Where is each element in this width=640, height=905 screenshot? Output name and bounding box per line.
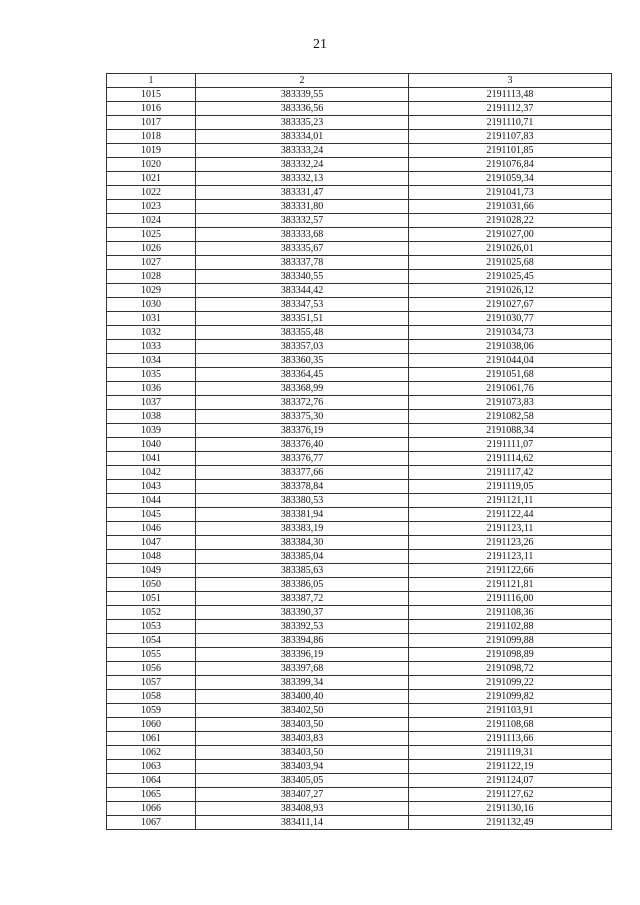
y-coordinate-cell: 2191082,58	[409, 410, 612, 424]
y-coordinate-cell: 2191119,05	[409, 480, 612, 494]
table-row	[107, 732, 612, 746]
y-coordinate-cell: 2191102,88	[409, 620, 612, 634]
point-number-cell: 1034	[107, 354, 196, 368]
point-number-cell: 1018	[107, 130, 196, 144]
y-coordinate-cell: 2191113,48	[409, 88, 612, 102]
x-coordinate-cell: 383390,37	[196, 606, 409, 620]
y-coordinate-cell: 2191108,68	[409, 718, 612, 732]
point-number-cell: 1040	[107, 438, 196, 452]
table-row	[107, 340, 612, 354]
table-row	[107, 88, 612, 102]
table-row	[107, 690, 612, 704]
table-row	[107, 270, 612, 284]
point-number-cell: 1061	[107, 732, 196, 746]
table-row	[107, 354, 612, 368]
table-row	[107, 116, 612, 130]
point-number-cell: 1019	[107, 144, 196, 158]
x-coordinate-cell: 383378,84	[196, 480, 409, 494]
point-number-cell: 1044	[107, 494, 196, 508]
x-coordinate-cell: 383340,55	[196, 270, 409, 284]
point-number-cell: 1025	[107, 228, 196, 242]
x-coordinate-cell: 383331,80	[196, 200, 409, 214]
x-coordinate-cell: 383376,19	[196, 424, 409, 438]
point-number-cell: 1060	[107, 718, 196, 732]
table-row	[107, 368, 612, 382]
point-number-cell: 1055	[107, 648, 196, 662]
table-row	[107, 410, 612, 424]
point-number-cell: 1041	[107, 452, 196, 466]
table-row	[107, 592, 612, 606]
x-coordinate-cell: 383331,47	[196, 186, 409, 200]
y-coordinate-cell: 2191076,84	[409, 158, 612, 172]
table-row	[107, 718, 612, 732]
y-coordinate-cell: 2191026,01	[409, 242, 612, 256]
table-row	[107, 648, 612, 662]
table-row	[107, 466, 612, 480]
y-coordinate-cell: 2191025,45	[409, 270, 612, 284]
y-coordinate-cell: 2191099,22	[409, 676, 612, 690]
table-row	[107, 228, 612, 242]
y-coordinate-cell: 2191119,31	[409, 746, 612, 760]
table-row	[107, 522, 612, 536]
table-row	[107, 214, 612, 228]
point-number-cell: 1038	[107, 410, 196, 424]
x-coordinate-cell: 383380,53	[196, 494, 409, 508]
table-row	[107, 676, 612, 690]
point-number-cell: 1026	[107, 242, 196, 256]
x-coordinate-cell: 383357,03	[196, 340, 409, 354]
point-number-cell: 1015	[107, 88, 196, 102]
point-number-cell: 1057	[107, 676, 196, 690]
x-coordinate-cell: 383383,19	[196, 522, 409, 536]
table-row	[107, 186, 612, 200]
x-coordinate-cell: 383336,56	[196, 102, 409, 116]
x-coordinate-cell: 383333,68	[196, 228, 409, 242]
table-row	[107, 298, 612, 312]
point-number-cell: 1024	[107, 214, 196, 228]
x-coordinate-cell: 383392,53	[196, 620, 409, 634]
x-coordinate-cell: 383403,50	[196, 718, 409, 732]
x-coordinate-cell: 383396,19	[196, 648, 409, 662]
x-coordinate-cell: 383381,94	[196, 508, 409, 522]
point-number-cell: 1059	[107, 704, 196, 718]
point-number-cell: 1017	[107, 116, 196, 130]
x-coordinate-cell: 383408,93	[196, 802, 409, 816]
y-coordinate-cell: 2191059,34	[409, 172, 612, 186]
point-number-cell: 1049	[107, 564, 196, 578]
point-number-cell: 1029	[107, 284, 196, 298]
point-number-cell: 1066	[107, 802, 196, 816]
x-coordinate-cell: 383332,57	[196, 214, 409, 228]
y-coordinate-cell: 2191031,66	[409, 200, 612, 214]
y-coordinate-cell: 2191026,12	[409, 284, 612, 298]
x-coordinate-cell: 383335,23	[196, 116, 409, 130]
y-coordinate-cell: 2191112,37	[409, 102, 612, 116]
x-coordinate-cell: 383411,14	[196, 816, 409, 830]
x-coordinate-cell: 383397,68	[196, 662, 409, 676]
x-coordinate-cell: 383384,30	[196, 536, 409, 550]
point-number-cell: 1063	[107, 760, 196, 774]
x-coordinate-cell: 383335,67	[196, 242, 409, 256]
table-row	[107, 284, 612, 298]
point-number-cell: 1048	[107, 550, 196, 564]
table-row	[107, 396, 612, 410]
y-coordinate-cell: 2191038,06	[409, 340, 612, 354]
coordinates-table	[106, 73, 612, 830]
x-coordinate-cell: 383337,78	[196, 256, 409, 270]
table-row	[107, 788, 612, 802]
table-row	[107, 550, 612, 564]
x-coordinate-cell: 383355,48	[196, 326, 409, 340]
y-coordinate-cell: 2191034,73	[409, 326, 612, 340]
point-number-cell: 1046	[107, 522, 196, 536]
column-header-3: 3	[409, 74, 612, 88]
y-coordinate-cell: 2191122,44	[409, 508, 612, 522]
table-row	[107, 746, 612, 760]
y-coordinate-cell: 2191117,42	[409, 466, 612, 480]
x-coordinate-cell: 383376,77	[196, 452, 409, 466]
y-coordinate-cell: 2191073,83	[409, 396, 612, 410]
point-number-cell: 1031	[107, 312, 196, 326]
y-coordinate-cell: 2191025,68	[409, 256, 612, 270]
x-coordinate-cell: 383334,01	[196, 130, 409, 144]
table-row	[107, 102, 612, 116]
y-coordinate-cell: 2191121,81	[409, 578, 612, 592]
table-row	[107, 760, 612, 774]
table-row	[107, 130, 612, 144]
point-number-cell: 1020	[107, 158, 196, 172]
table-row	[107, 606, 612, 620]
y-coordinate-cell: 2191123,11	[409, 522, 612, 536]
point-number-cell: 1052	[107, 606, 196, 620]
y-coordinate-cell: 2191099,88	[409, 634, 612, 648]
y-coordinate-cell: 2191099,82	[409, 690, 612, 704]
y-coordinate-cell: 2191098,89	[409, 648, 612, 662]
table-row	[107, 494, 612, 508]
x-coordinate-cell: 383347,53	[196, 298, 409, 312]
point-number-cell: 1067	[107, 816, 196, 830]
y-coordinate-cell: 2191098,72	[409, 662, 612, 676]
table-body	[107, 88, 612, 830]
point-number-cell: 1023	[107, 200, 196, 214]
point-number-cell: 1047	[107, 536, 196, 550]
point-number-cell: 1054	[107, 634, 196, 648]
y-coordinate-cell: 2191116,00	[409, 592, 612, 606]
point-number-cell: 1062	[107, 746, 196, 760]
x-coordinate-cell: 383332,24	[196, 158, 409, 172]
y-coordinate-cell: 2191127,62	[409, 788, 612, 802]
point-number-cell: 1027	[107, 256, 196, 270]
y-coordinate-cell: 2191107,83	[409, 130, 612, 144]
table-row	[107, 424, 612, 438]
x-coordinate-cell: 383368,99	[196, 382, 409, 396]
point-number-cell: 1032	[107, 326, 196, 340]
y-coordinate-cell: 2191101,85	[409, 144, 612, 158]
point-number-cell: 1056	[107, 662, 196, 676]
point-number-cell: 1058	[107, 690, 196, 704]
y-coordinate-cell: 2191123,26	[409, 536, 612, 550]
table-row	[107, 200, 612, 214]
x-coordinate-cell: 383403,83	[196, 732, 409, 746]
y-coordinate-cell: 2191122,66	[409, 564, 612, 578]
y-coordinate-cell: 2191114,62	[409, 452, 612, 466]
x-coordinate-cell: 383385,63	[196, 564, 409, 578]
table-row	[107, 452, 612, 466]
x-coordinate-cell: 383399,34	[196, 676, 409, 690]
y-coordinate-cell: 2191122,19	[409, 760, 612, 774]
x-coordinate-cell: 383403,94	[196, 760, 409, 774]
table-row	[107, 704, 612, 718]
table-row	[107, 774, 612, 788]
x-coordinate-cell: 383333,24	[196, 144, 409, 158]
table-row	[107, 312, 612, 326]
y-coordinate-cell: 2191121,11	[409, 494, 612, 508]
table-row	[107, 144, 612, 158]
x-coordinate-cell: 383372,76	[196, 396, 409, 410]
x-coordinate-cell: 383405,05	[196, 774, 409, 788]
x-coordinate-cell: 383387,72	[196, 592, 409, 606]
point-number-cell: 1045	[107, 508, 196, 522]
table-row	[107, 662, 612, 676]
table-row	[107, 620, 612, 634]
point-number-cell: 1033	[107, 340, 196, 354]
table-row	[107, 802, 612, 816]
y-coordinate-cell: 2191108,36	[409, 606, 612, 620]
x-coordinate-cell: 383402,50	[196, 704, 409, 718]
table-row	[107, 508, 612, 522]
y-coordinate-cell: 2191111,07	[409, 438, 612, 452]
point-number-cell: 1050	[107, 578, 196, 592]
y-coordinate-cell: 2191044,04	[409, 354, 612, 368]
column-header-1: 1	[107, 74, 196, 88]
table-row	[107, 438, 612, 452]
point-number-cell: 1022	[107, 186, 196, 200]
point-number-cell: 1065	[107, 788, 196, 802]
x-coordinate-cell: 383377,66	[196, 466, 409, 480]
table-row	[107, 382, 612, 396]
x-coordinate-cell: 383386,05	[196, 578, 409, 592]
x-coordinate-cell: 383394,86	[196, 634, 409, 648]
x-coordinate-cell: 383351,51	[196, 312, 409, 326]
y-coordinate-cell: 2191030,77	[409, 312, 612, 326]
y-coordinate-cell: 2191027,67	[409, 298, 612, 312]
point-number-cell: 1036	[107, 382, 196, 396]
table-row	[107, 242, 612, 256]
page-number: 21	[313, 37, 327, 52]
y-coordinate-cell: 2191130,16	[409, 802, 612, 816]
y-coordinate-cell: 2191061,76	[409, 382, 612, 396]
table-row	[107, 172, 612, 186]
table-row	[107, 564, 612, 578]
table-row	[107, 578, 612, 592]
x-coordinate-cell: 383344,42	[196, 284, 409, 298]
table-header-row	[107, 74, 612, 88]
table-row	[107, 816, 612, 830]
y-coordinate-cell: 2191124,07	[409, 774, 612, 788]
x-coordinate-cell: 383403,50	[196, 746, 409, 760]
point-number-cell: 1039	[107, 424, 196, 438]
y-coordinate-cell: 2191088,34	[409, 424, 612, 438]
x-coordinate-cell: 383400,40	[196, 690, 409, 704]
x-coordinate-cell: 383364,45	[196, 368, 409, 382]
point-number-cell: 1064	[107, 774, 196, 788]
point-number-cell: 1021	[107, 172, 196, 186]
x-coordinate-cell: 383407,27	[196, 788, 409, 802]
x-coordinate-cell: 383376,40	[196, 438, 409, 452]
point-number-cell: 1051	[107, 592, 196, 606]
point-number-cell: 1037	[107, 396, 196, 410]
point-number-cell: 1043	[107, 480, 196, 494]
point-number-cell: 1053	[107, 620, 196, 634]
table-row	[107, 536, 612, 550]
y-coordinate-cell: 2191027,00	[409, 228, 612, 242]
point-number-cell: 1028	[107, 270, 196, 284]
y-coordinate-cell: 2191028,22	[409, 214, 612, 228]
x-coordinate-cell: 383360,35	[196, 354, 409, 368]
y-coordinate-cell: 2191110,71	[409, 116, 612, 130]
table-row	[107, 158, 612, 172]
y-coordinate-cell: 2191123,11	[409, 550, 612, 564]
y-coordinate-cell: 2191041,73	[409, 186, 612, 200]
x-coordinate-cell: 383385,04	[196, 550, 409, 564]
y-coordinate-cell: 2191051,68	[409, 368, 612, 382]
x-coordinate-cell: 383332,13	[196, 172, 409, 186]
y-coordinate-cell: 2191113,66	[409, 732, 612, 746]
table-row	[107, 480, 612, 494]
y-coordinate-cell: 2191132,49	[409, 816, 612, 830]
table-row	[107, 256, 612, 270]
y-coordinate-cell: 2191103,91	[409, 704, 612, 718]
table-row	[107, 326, 612, 340]
point-number-cell: 1030	[107, 298, 196, 312]
point-number-cell: 1035	[107, 368, 196, 382]
point-number-cell: 1016	[107, 102, 196, 116]
column-header-2: 2	[196, 74, 409, 88]
x-coordinate-cell: 383375,30	[196, 410, 409, 424]
point-number-cell: 1042	[107, 466, 196, 480]
x-coordinate-cell: 383339,55	[196, 88, 409, 102]
table-row	[107, 634, 612, 648]
